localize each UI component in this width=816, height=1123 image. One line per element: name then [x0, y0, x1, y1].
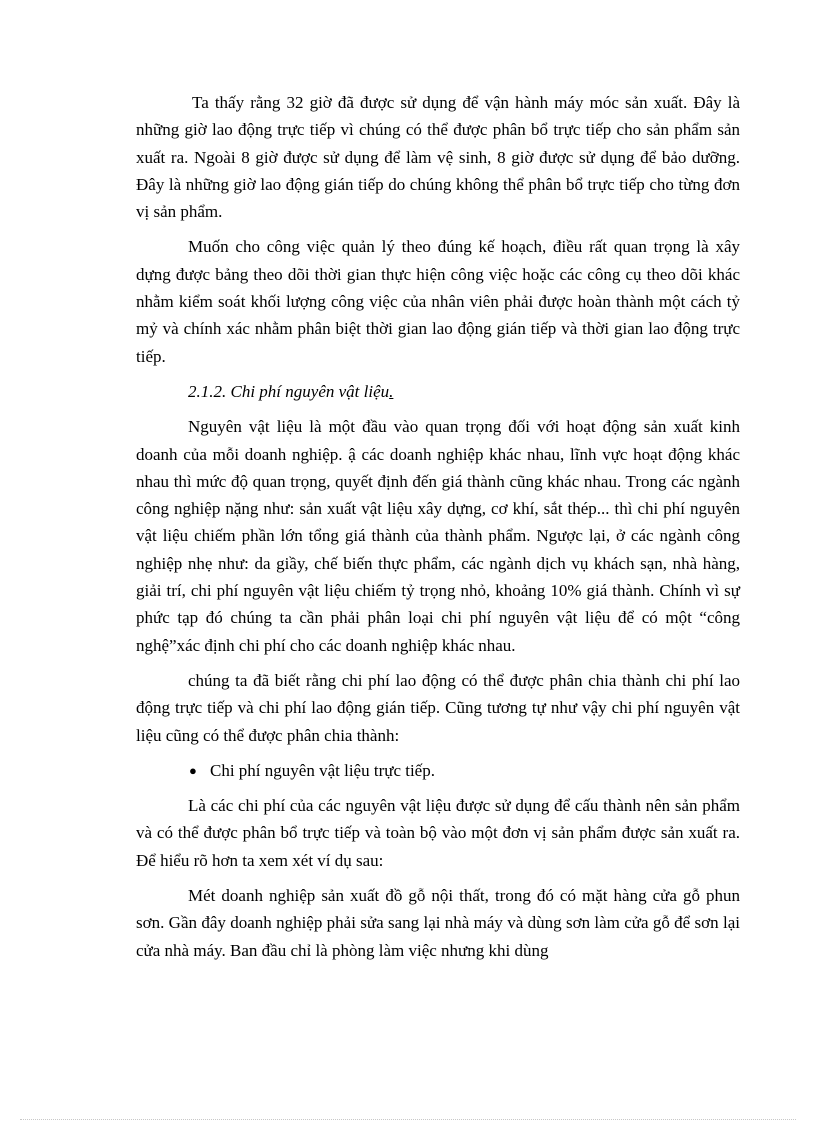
- bullet-icon: ●: [189, 762, 197, 778]
- list-item-label: Chi phí nguyên vật liệu trực tiếp.: [210, 760, 435, 780]
- paragraph-example: Mét doanh nghiệp sản xuất đồ gỗ nội thất, trong đó có mặt hàng cửa gỗ phun sơn. Gần đây doanh nghiệp phải sửa sang lại nhà máy và dùng sơn làm cửa gỗ để sơn lại cửa nhà máy. Ban đầu chỉ là phòng làm việc nhưng khi dùng: [136, 886, 740, 960]
- paragraph-labor-hours: Ta thấy rằng 32 giờ đã được sử dụng để vận hành máy móc sản xuất. Đây là những giờ lao động trực tiếp vì chúng có thể được phân bổ trực tiếp cho sản phẩm sản xuất ra. Ngoài 8 giờ được sử dụng để làm vệ sinh, 8 giờ được sử dụng để bảo dưỡng. Đây là những giờ lao động gián tiếp do chúng không thể phân bổ trực tiếp cho từng đơn vị sản phẩm.: [136, 93, 740, 222]
- list-item-direct-material: [136, 757, 740, 784]
- paragraph-direct-material-definition: Là các chi phí của các nguyên vật liệu được sử dụng để cấu thành nên sản phẩm và có thể được phân bổ trực tiếp và toàn bộ vào một đơn vị sản phẩm được sản xuất ra. Để hiểu rõ hơn ta xem xét ví dụ sau:: [136, 796, 740, 870]
- page-bottom-border: [20, 1119, 796, 1120]
- paragraph-time-tracking: Muốn cho công việc quản lý theo đúng kế hoạch, điều rất quan trọng là xây dựng được bảng theo dõi thời gian thực hiện công việc hoặc các công cụ theo dõi khác nhằm kiểm soát khối lượng công việc của nhân viên phải được hoàn thành một cách tỷ mỷ và chính xác nhằm phân biệt thời gian lao động gián tiếp và thời gian lao động trực tiếp.: [136, 237, 740, 366]
- document-body: [136, 89, 740, 972]
- section-heading-material-cost: [136, 378, 740, 405]
- section-heading-text: 2.1.2. Chi phí nguyên vật liệu: [188, 381, 390, 401]
- section-heading-suffix: .: [389, 381, 394, 401]
- paragraph-material-importance: Nguyên vật liệu là một đầu vào quan trọng đối với hoạt động sản xuất kinh doanh của mỗi doanh nghiệp. ậ các doanh nghiệp khác nhau, lĩnh vực hoạt động khác nhau thì mức độ quan trọng, quyết định đến giá thành cũng khác nhau. Trong các ngành công nghiệp nặng như: sản xuất vật liệu xây dựng, cơ khí, sắt thép... thì chi phí nguyên vật liệu chiếm phần lớn tổng giá thành của thành phẩm. Ngược lại, ở các ngành công nghiệp nhẹ như: da giầy, chế biến thực phẩm, các ngành dịch vụ khách sạn, nhà hàng, giải trí, chi phí nguyên vật liệu chiếm tỷ trọng nhỏ, khoảng 10% giá thành. Chính vì sự phức tạp đó chúng ta cần phải phân loại chi phí nguyên vật liệu để có một “công nghệ”xác định chi phí cho các doanh nghiệp khác nhau.: [136, 417, 740, 655]
- paragraph-material-classification: chúng ta đã biết rằng chi phí lao động có thể được phân chia thành chi phí lao động trực tiếp và chi phí lao động gián tiếp. Cũng tương tự như vậy chi phí nguyên vật liệu cũng có thể được phân chia thành:: [136, 670, 740, 745]
